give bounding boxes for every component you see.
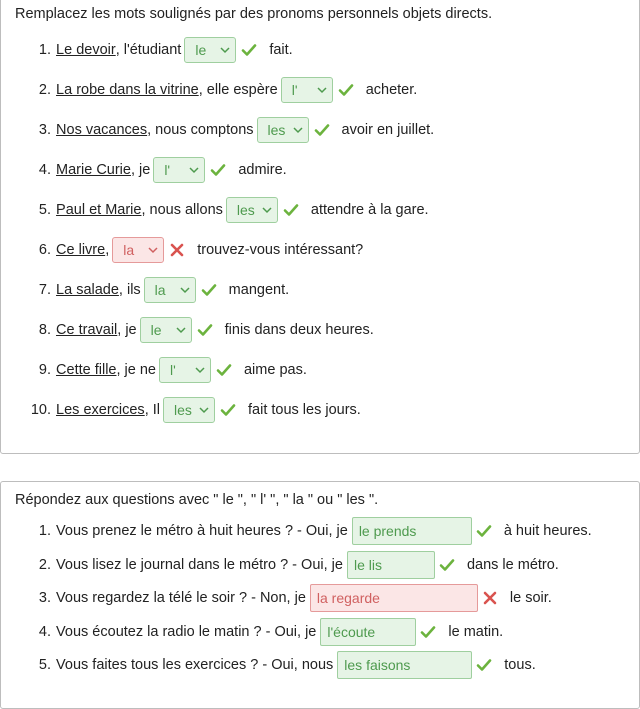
sentence-before: , xyxy=(105,242,110,258)
exercise-2-item xyxy=(25,516,592,546)
question-text: Vous regardez la télé le soir ? - Non, je xyxy=(56,590,306,606)
answer-input[interactable]: la regarde xyxy=(310,584,478,612)
pronoun-select[interactable] xyxy=(144,277,196,303)
question-text: Vous écoutez la radio le matin ? - Oui, je xyxy=(56,623,317,640)
chevron-down-icon xyxy=(148,245,158,255)
check-icon xyxy=(197,322,213,338)
pronoun-select[interactable] xyxy=(281,77,333,103)
check-icon xyxy=(439,557,455,573)
pronoun-select-value: la xyxy=(123,242,135,258)
sentence-before: , nous comptons xyxy=(147,122,254,138)
sentence-before: , elle espère xyxy=(198,82,278,98)
exercise-1-item xyxy=(25,115,434,145)
sentence-after: mangent. xyxy=(228,282,290,298)
answer-input[interactable]: le prends xyxy=(352,517,472,545)
sentence-before: , nous allons xyxy=(141,202,223,218)
exercise-1-instruction: Remplacez les mots soulignés par des pronoms personnels objets directs. xyxy=(15,6,493,22)
chevron-down-icon xyxy=(317,85,327,95)
answer-input[interactable]: les faisons xyxy=(337,651,472,679)
chevron-down-icon xyxy=(199,405,209,415)
exercise-1-item xyxy=(25,395,361,425)
check-icon xyxy=(201,282,217,298)
item-number: 4. xyxy=(38,162,51,178)
item-number: 9. xyxy=(38,362,51,378)
pronoun-select-value: le xyxy=(195,42,207,58)
item-number: 6. xyxy=(38,242,51,258)
item-number: 3. xyxy=(38,590,51,606)
check-icon xyxy=(216,362,232,378)
exercise-2-item xyxy=(25,650,536,680)
item-number: 2. xyxy=(38,82,51,98)
pronoun-select[interactable] xyxy=(184,37,236,63)
underlined-phrase: La salade xyxy=(56,282,119,298)
check-icon xyxy=(283,202,299,218)
item-number: 10. xyxy=(30,402,51,418)
underlined-phrase: Nos vacances xyxy=(56,122,148,138)
sentence-before: , je ne xyxy=(116,362,156,378)
pronoun-select[interactable] xyxy=(159,357,211,383)
exercise-1-item xyxy=(25,75,417,105)
underlined-phrase: Marie Curie xyxy=(56,162,131,178)
pronoun-select-value: les xyxy=(236,202,255,218)
cross-icon xyxy=(482,590,498,606)
pronoun-select[interactable] xyxy=(140,317,192,343)
pronoun-select-value: la xyxy=(154,282,166,298)
item-number: 2. xyxy=(38,556,51,573)
check-icon xyxy=(220,402,236,418)
exercise-1-item xyxy=(25,35,293,65)
check-icon xyxy=(314,122,330,138)
answer-input[interactable]: le lis xyxy=(347,551,435,579)
underlined-phrase: Les exercices xyxy=(56,402,145,418)
pronoun-select-value: le xyxy=(150,322,162,338)
pronoun-select-value: les xyxy=(174,402,192,418)
pronoun-select-value: l' xyxy=(169,362,176,378)
underlined-phrase: Cette fille xyxy=(56,362,117,378)
item-number: 5. xyxy=(38,202,51,218)
exercise-1-item xyxy=(25,315,374,345)
chevron-down-icon xyxy=(195,365,205,375)
check-icon xyxy=(476,523,492,539)
exercise-2-item xyxy=(25,550,559,580)
exercise-1-item xyxy=(25,195,429,225)
check-icon xyxy=(338,82,354,98)
sentence-before: , Il xyxy=(144,402,160,418)
check-icon xyxy=(210,162,226,178)
sentence-before: , ils xyxy=(118,282,141,298)
sentence-before: , l'étudiant xyxy=(115,42,182,58)
sentence-after: trouvez-vous intéressant? xyxy=(197,242,364,258)
exercise-2-panel xyxy=(0,481,640,709)
exercise-2-item xyxy=(25,583,552,613)
chevron-down-icon xyxy=(176,325,186,335)
pronoun-select-value: l' xyxy=(164,162,171,178)
sentence-after: admire. xyxy=(238,162,287,178)
pronoun-select-value: l' xyxy=(291,82,298,98)
sentence-before: , je xyxy=(130,162,151,178)
question-text: Vous lisez le journal dans le métro ? - Oui, je xyxy=(56,556,343,573)
check-icon xyxy=(476,657,492,673)
chevron-down-icon xyxy=(262,205,272,215)
pronoun-select[interactable] xyxy=(226,197,278,223)
exercise-1-item xyxy=(25,275,289,305)
underlined-phrase: Ce livre xyxy=(56,242,106,258)
sentence-after: fait tous les jours. xyxy=(248,402,361,418)
cross-icon xyxy=(169,242,185,258)
question-text: Vous prenez le métro à huit heures ? - Oui, je xyxy=(56,523,348,539)
underlined-phrase: Ce travail xyxy=(56,322,118,338)
chevron-down-icon xyxy=(180,285,190,295)
exercise-2-instruction: Répondez aux questions avec " le ", " l' ", " la " ou " les ". xyxy=(15,492,379,508)
chevron-down-icon xyxy=(220,45,230,55)
item-number: 5. xyxy=(38,657,51,673)
sentence-after: dans le métro. xyxy=(466,556,559,573)
item-number: 4. xyxy=(38,623,51,640)
item-number: 1. xyxy=(38,42,51,58)
underlined-phrase: La robe dans la vitrine xyxy=(56,82,199,98)
sentence-after: avoir en juillet. xyxy=(341,122,435,138)
sentence-after: le matin. xyxy=(448,623,504,640)
check-icon xyxy=(241,42,257,58)
answer-input[interactable]: l'écoute xyxy=(320,618,416,646)
sentence-after: acheter. xyxy=(365,82,418,98)
sentence-after: attendre à la gare. xyxy=(310,202,429,218)
exercise-1-item xyxy=(25,355,307,385)
sentence-before: , je xyxy=(117,322,137,338)
sentence-after: fait. xyxy=(269,42,293,58)
sentence-after: le soir. xyxy=(509,590,552,606)
pronoun-select[interactable] xyxy=(112,237,164,263)
underlined-phrase: Paul et Marie xyxy=(56,202,142,218)
sentence-after: finis dans deux heures. xyxy=(224,322,374,338)
check-icon xyxy=(420,624,436,640)
sentence-after: à huit heures. xyxy=(503,523,592,539)
pronoun-select-value: les xyxy=(267,122,286,138)
exercise-2-item xyxy=(25,617,503,647)
sentence-after: tous. xyxy=(504,657,536,673)
chevron-down-icon xyxy=(293,125,303,135)
pronoun-select[interactable] xyxy=(153,157,205,183)
item-number: 8. xyxy=(38,322,51,338)
exercise-1-item xyxy=(25,235,363,265)
pronoun-select[interactable] xyxy=(163,397,215,423)
chevron-down-icon xyxy=(189,165,199,175)
item-number: 7. xyxy=(38,282,51,298)
sentence-after: aime pas. xyxy=(243,362,307,378)
pronoun-select[interactable] xyxy=(257,117,309,143)
exercise-1-item xyxy=(25,155,287,185)
item-number: 3. xyxy=(38,122,51,138)
question-text: Vous faites tous les exercices ? - Oui, nous xyxy=(56,657,334,673)
underlined-phrase: Le devoir xyxy=(56,42,116,58)
item-number: 1. xyxy=(38,523,51,539)
